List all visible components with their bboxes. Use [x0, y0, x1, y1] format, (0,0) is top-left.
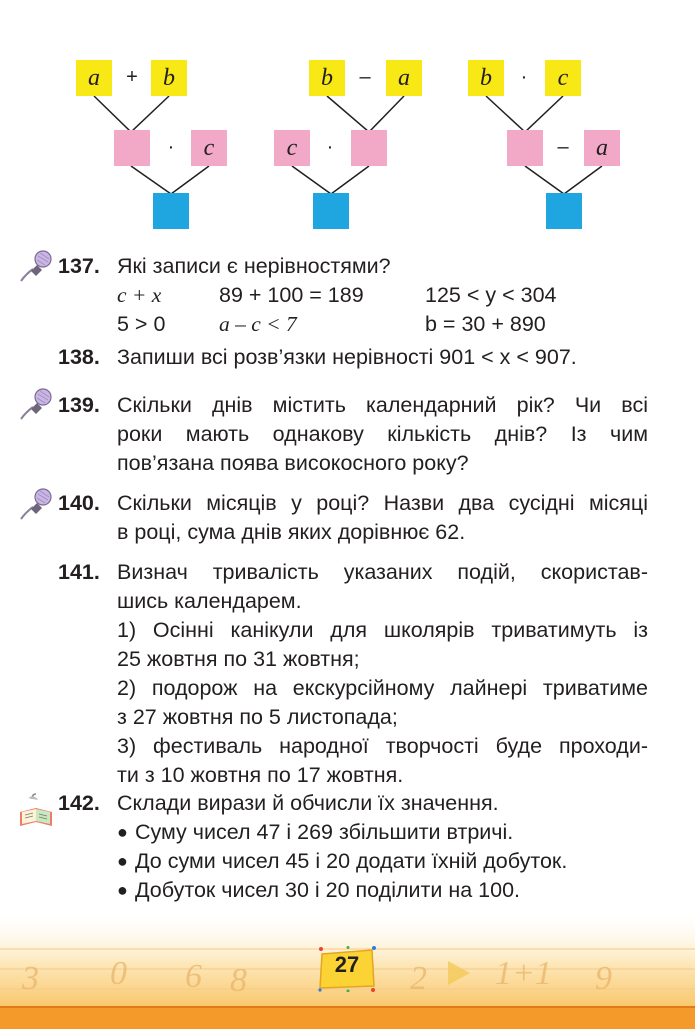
microphone-icon: [18, 248, 54, 284]
expression: 125 < y < 304: [425, 283, 557, 307]
task-line: Скільки днів містить календарний рік? Чи всі: [117, 393, 648, 417]
task-number: 137.: [58, 254, 100, 278]
operand-box: b: [468, 60, 504, 96]
expression: c + x: [117, 283, 162, 307]
task-line: Скільки місяців у році? Назви два сусідні місяці: [117, 491, 648, 515]
result-box: [114, 130, 150, 166]
task-item: ти з 10 жовтня по 17 жовтня.: [117, 763, 404, 787]
task-item: з 27 жовтня по 5 листопада;: [117, 705, 398, 729]
task-line: роки мають однакову кількість днів? Із чим: [117, 422, 648, 446]
result-box: [351, 130, 387, 166]
operator-sign: –: [557, 136, 569, 158]
task-body: [117, 391, 648, 478]
expression-row: [117, 281, 648, 310]
task-141: [58, 558, 648, 787]
decor-digit: 8: [230, 962, 247, 999]
operand-box: a: [386, 60, 422, 96]
bullet-icon: ●: [117, 822, 128, 842]
bullet-icon: ●: [117, 851, 128, 871]
task-body: [117, 489, 648, 547]
expression-tree-2: [274, 60, 434, 235]
decor-digit: 9: [595, 960, 612, 997]
decor-digit: 0: [110, 955, 127, 992]
operand-box: a: [76, 60, 112, 96]
task-number: 138.: [58, 345, 100, 369]
task-question: Які записи є нерівностями?: [117, 254, 391, 278]
task-line: Визнач тривалість указаних подій, скористав-: [117, 560, 648, 584]
list-item: [117, 847, 648, 876]
decor-digit: 1+1: [495, 955, 552, 992]
operand-box: a: [584, 130, 620, 166]
list-item-text: Суму чисел 47 і 269 збільшити втричі.: [135, 820, 514, 844]
list-item-text: Добуток чисел 30 і 20 поділити на 100.: [135, 878, 521, 902]
list-item: [117, 818, 648, 847]
task-line: пов’язана поява високосного року?: [117, 451, 469, 475]
task-body: [117, 789, 648, 905]
result-box: [507, 130, 543, 166]
operand-box: b: [309, 60, 345, 96]
decor-digit: 3: [22, 960, 39, 997]
decor-digit: 2: [410, 960, 427, 997]
operand-box: b: [151, 60, 187, 96]
task-line: шись календарем.: [117, 589, 302, 613]
operator-sign: ·: [167, 136, 175, 158]
task-137: [58, 252, 648, 342]
operator-sign: +: [126, 66, 138, 88]
task-text: Запиши всі розв’язки нерівності 901 < x < 907.: [117, 345, 577, 369]
final-result-box: [313, 193, 349, 229]
page-number: 27: [334, 952, 360, 977]
task-number: 139.: [58, 393, 100, 417]
task-body: [117, 558, 648, 790]
final-result-box: [153, 193, 189, 229]
operator-sign: ·: [520, 66, 528, 88]
microphone-icon: [18, 486, 54, 522]
task-item: 25 жовтня по 31 жовтня;: [117, 647, 360, 671]
operand-box: c: [274, 130, 310, 166]
decor-digit: 6: [185, 958, 202, 995]
bullet-icon: ●: [117, 880, 128, 900]
task-body: [117, 252, 648, 339]
book-lamp-icon: [16, 790, 56, 830]
task-number: 142.: [58, 791, 100, 815]
operator-sign: ·: [326, 136, 334, 158]
list-item-text: До суми чисел 45 і 20 додати їхній добуток.: [135, 849, 568, 873]
expression: a – c < 7: [219, 312, 297, 336]
task-item: 3) фестиваль народної творчості буде проходи-: [117, 734, 648, 758]
final-result-box: [546, 193, 582, 229]
task-140: [58, 489, 648, 549]
expression: 5 > 0: [117, 312, 166, 336]
operand-box: c: [191, 130, 227, 166]
expression-tree-1: [76, 60, 236, 235]
task-139: [58, 391, 648, 481]
task-number: 140.: [58, 491, 100, 515]
task-item: 2) подорож на екскурсійному лайнері триватиме: [117, 676, 648, 700]
task-line: в році, сума днів яких дорівнює 62.: [117, 520, 466, 544]
expression-tree-3: [468, 60, 628, 235]
expression: b = 30 + 890: [425, 312, 546, 336]
operand-box: c: [545, 60, 581, 96]
operator-sign: –: [359, 66, 371, 88]
task-item: 1) Осінні канікули для школярів триватимуть із: [117, 618, 648, 642]
task-question: Склади вирази й обчисли їх значення.: [117, 791, 499, 815]
task-138: [58, 343, 648, 373]
microphone-icon: [18, 386, 54, 422]
task-number: 141.: [58, 560, 100, 584]
expression-row: [117, 310, 648, 339]
expression: 89 + 100 = 189: [219, 283, 364, 307]
